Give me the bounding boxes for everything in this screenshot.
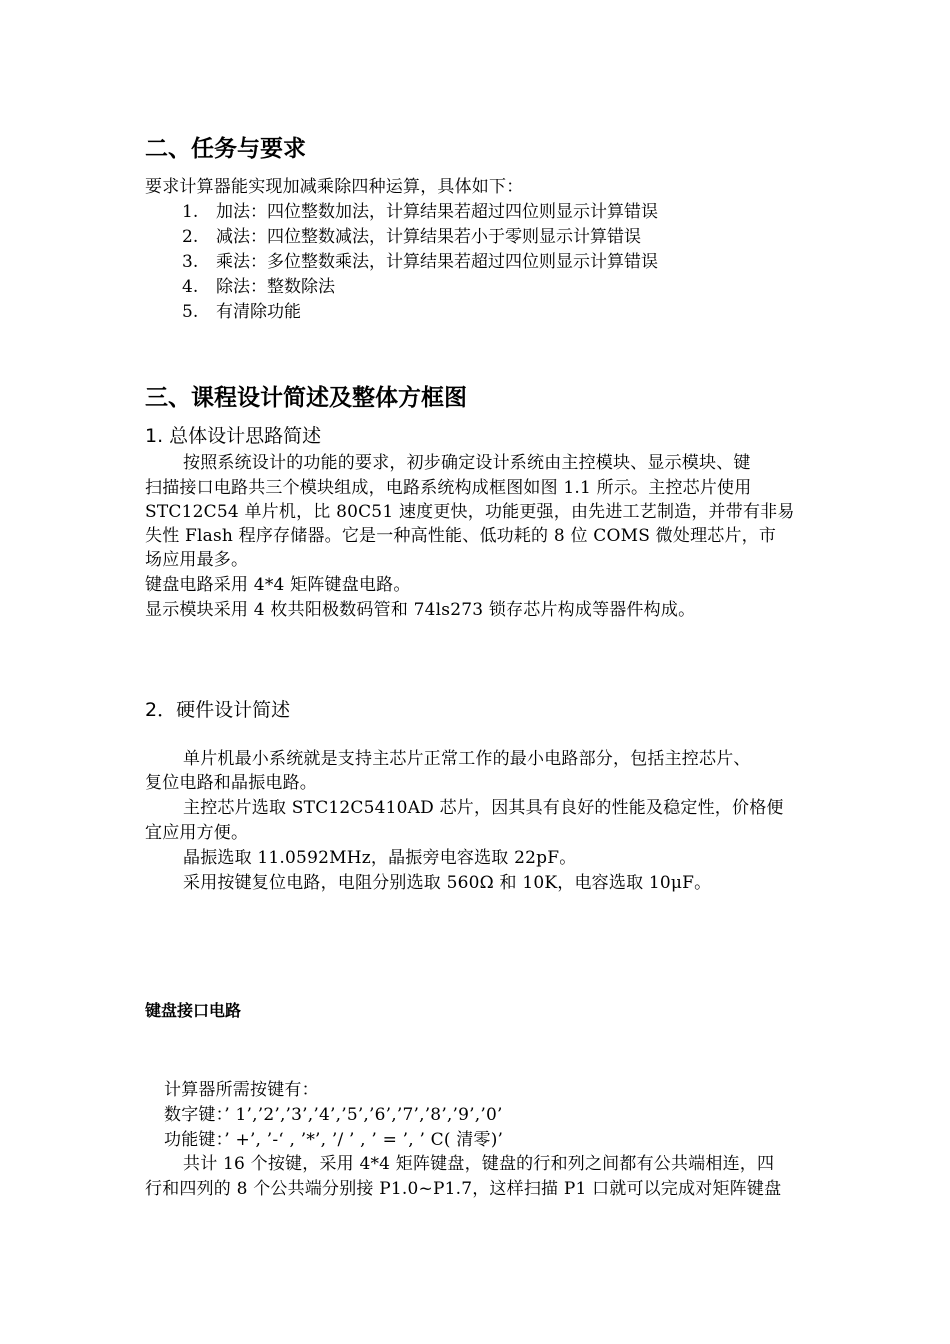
- subsection-2-heading: 2．硬件设计简述: [145, 699, 291, 721]
- list-item-text: 乘法：多位整数乘法，计算结果若超过四位则显示计算错误: [216, 252, 658, 272]
- paragraph-line: STC12C54 单片机，比 80C51 速度更快，功能更强，由先进工艺制造，并带有非易: [145, 502, 795, 522]
- paragraph-line: 场应用最多。: [145, 550, 249, 570]
- list-item-number: 1.: [182, 202, 199, 222]
- paragraph-line: 显示模块采用 4 枚共阳极数码管和 74ls273 锁存芯片构成等器件构成。: [145, 600, 696, 620]
- paragraph-line: 共计 16 个按键，采用 4*4 矩阵键盘，键盘的行和列之间都有公共端相连，四: [183, 1154, 775, 1174]
- list-item-text: 加法：四位整数加法，计算结果若超过四位则显示计算错误: [216, 202, 658, 222]
- paragraph-line: 晶振选取 11.0592MHz，晶振旁电容选取 22pF。: [183, 848, 577, 868]
- paragraph-line: 主控芯片选取 STC12C5410AD 芯片，因其具有良好的性能及稳定性，价格便: [183, 798, 784, 818]
- paragraph-line: 宜应用方便。: [145, 823, 249, 843]
- paragraph-line: 功能键：’ +’, ’-‘ , ’*’, ’/ ’ , ’ = ’, ’ C( 清零)’: [164, 1130, 504, 1150]
- paragraph-line: 复位电路和晶振电路。: [145, 773, 317, 793]
- paragraph-line: 行和四列的 8 个公共端分别接 P1.0~P1.7，这样扫描 P1 口就可以完成对矩阵键盘: [145, 1179, 782, 1199]
- paragraph-line: 单片机最小系统就是支持主芯片正常工作的最小电路部分，包括主控芯片、: [183, 749, 751, 769]
- subsection-1-heading: 1. 总体设计思路简述: [145, 425, 322, 447]
- paragraph-line: 键盘电路采用 4*4 矩阵键盘电路。: [145, 575, 411, 595]
- section-2-intro: 要求计算器能实现加减乘除四种运算，具体如下：: [145, 177, 524, 197]
- list-item-number: 5.: [182, 302, 199, 322]
- paragraph-line: 计算器所需按键有：: [164, 1080, 319, 1100]
- paragraph-line: 采用按键复位电路，电阻分别选取 560Ω 和 10K，电容选取 10μF。: [183, 873, 712, 893]
- paragraph-line: 失性 Flash 程序存储器。它是一种高性能、低功耗的 8 位 COMS 微处理芯片，市: [145, 526, 777, 546]
- list-item-number: 3.: [182, 252, 199, 272]
- section-2-heading: 二、任务与要求: [145, 136, 306, 162]
- list-item-text: 有清除功能: [216, 302, 301, 322]
- paragraph-line: 按照系统设计的功能的要求，初步确定设计系统由主控模块、显示模块、键: [183, 453, 751, 473]
- paragraph-line: 数字键：’ 1’,’2’,’3’,’4’,’5’,’6’,’7’,’8’,’9’,’0’: [164, 1105, 503, 1125]
- list-item-number: 2.: [182, 227, 199, 247]
- keyboard-heading: 键盘接口电路: [145, 1001, 242, 1020]
- list-item-text: 减法：四位整数减法，计算结果若小于零则显示计算错误: [216, 227, 641, 247]
- paragraph-line: 扫描接口电路共三个模块组成，电路系统构成框图如图 1.1 所示。主控芯片使用: [145, 478, 752, 498]
- list-item-text: 除法：整数除法: [216, 277, 335, 297]
- section-3-heading: 三、课程设计简述及整体方框图: [145, 385, 467, 411]
- list-item-number: 4.: [182, 277, 199, 297]
